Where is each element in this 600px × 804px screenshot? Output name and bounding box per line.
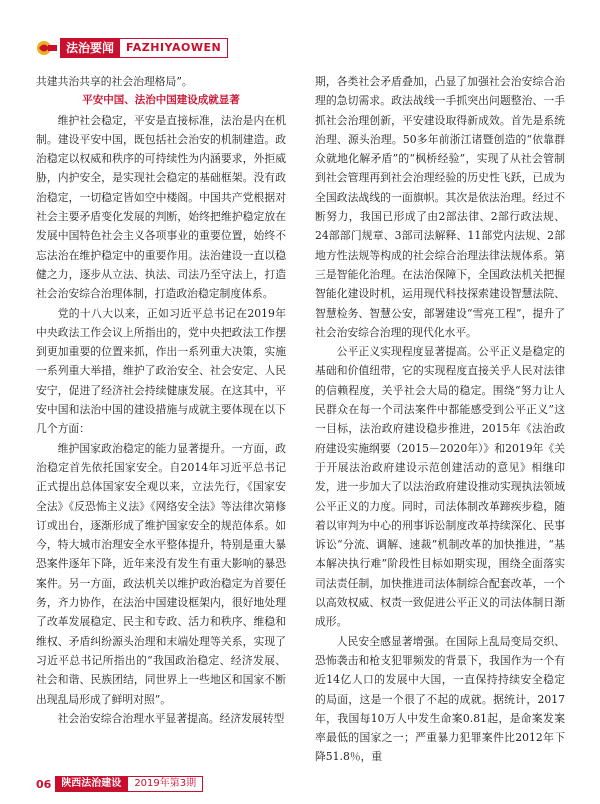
paragraph: 社会治安综合治理水平显著提高。经济发展转型 <box>57 711 285 725</box>
paragraph: 维护社会稳定，平安是直接标准，法治是内在机制。建设平安中国，既包括社会治安的机制建造。政治稳定以权威和秩序的可持续性为内涵要求，外拒威胁，内护安全，是实现社会稳定的基础框架。没有政治稳定，一切稳定皆如空中楼阁。中国共产党根据对社会主要矛盾变化发展的判断，始终把维护稳定放在发展中国特色社会主义各项事业的重要位置，始终不忘法治在维护稳定中的重要作用。法治建设一直以稳健之力，逐步从立法、执法、司法乃至守法上，打造社会治安综合治理体制，打造政治稳定制度体系。 <box>36 113 286 301</box>
magazine-title: 陕西法治建设 <box>55 776 127 792</box>
section-label-english: FAZHIYAOWEN <box>120 38 228 58</box>
right-column <box>315 72 565 767</box>
issue-label: 2019年第3期 <box>127 776 203 792</box>
paragraph: 维护国家政治稳定的能力显著提升。一方面，政治稳定首先依托国家安全。自2014年习近平总书记正式提出总体国家安全观以来，立法先行，《国家安全法》《反恐怖主义法》《网络安全法》等法律次第修订或出台，逐渐形成了维护国家安全的规范体系。如今，特大城市治理安全水平整体提升，特别是重大暴恐案件逐年下降，近年来没有发生有重大影响的暴恐案件。另一方面，政法机关以维护政治稳定为首要任务，齐力协作，在法治中国建设框架内，很好地处理了改革发展稳定、民主和专政、活力和秩序、维稳和维权、矛盾纠纷源头治理和末端处理等关系，实现了习近平总书记所指出的“我国政治稳定、经济发展、社会和谐、民族团结，同世界上一些地区和国家不断出现乱局形成了鲜明对照”。 <box>36 441 286 706</box>
paragraph: 公平正义实现程度显著提高。公平正义是稳定的基础和价值纽带，它的实现程度直接关乎人民对法律的信赖程度，关乎社会大局的稳定。围绕“努力让人民群众在每一个司法案件中都能感受到公平正义”这一目标，法治政府建设稳步推进，2015年《法治政府建设实施纲要（2015－2020年）》和2019年《关于开展法治政府建设示范创建活动的意见》相继印发，进一步加大了以法治政府建设推动实现执法领域公平正义的力度。同时，司法体制改革蹄疾步稳，随着以审判为中心的刑事诉讼制度改革持续深化、民事诉讼“分流、调解、速裁”机制改革的加快推进，“基本解决执行难”阶段性目标如期实现，围绕全面落实司法责任制，加快推进司法体制综合配套改革，一个以高效权威、权责一致促进公平正义的司法体制日渐成形。 <box>315 345 565 629</box>
subheading: 平安中国、法治中国建设成就显著 <box>82 94 240 107</box>
section-header <box>36 38 228 58</box>
section-label: 法治要闻 <box>60 38 120 58</box>
left-column <box>36 72 286 728</box>
page-footer <box>36 776 203 792</box>
paragraph: 期，各类社会矛盾叠加，凸显了加强社会治安综合治理的急切需求。政法战线一手抓突出问题整治、一手抓社会治理创新，平安建设取得新成效。首先是系统治理、源头治理。50多年前浙江诸暨创造的“依靠群众就地化解矛盾”的“枫桥经验”，实现了从社会管制到社会管理再到社会治理经验的历史性飞跃，已成为全国政法战线的一面旗帜。其次是依法治理。经过不断努力，我国已形成了由2部法律、2部行政法规、24部部门规章、3部司法解释、11部党内法规、2部地方性法规等构成的社会综合治理法律法规体系。第三是智能化治理。在法治保障下，全国政法机关把握智能化建设时机，运用现代科技探索建设智慧法院、智慧检务、智慧公安，部署建设“雪亮工程”，提升了社会治安综合治理的现代化水平。 <box>315 75 565 339</box>
paragraph: 人民安全感显著增强。在国际上乱局变局交织、恐怖袭击和枪支犯罪频发的背景下，我国作为一个有近14亿人口的发展中大国，一直保持持续安全稳定的局面，这是一个很了不起的成就。据统计，2017年，我国每10万人中发生命案0.81起，是命案发案率最低的国家之一；严重暴力犯罪案件比2012年下降51.8％，重 <box>315 634 565 764</box>
paragraph: 共建共治共享的社会治理格局”。 <box>36 75 193 88</box>
page-number: 06 <box>36 777 52 791</box>
paragraph: 党的十八大以来，正如习近平总书记在2019年中央政法工作会议上所指出的，党中央把政法工作摆到更加重要的位置来抓，作出一系列重大决策，实施一系列重大举措，维护了政治安全、社会安定、人民安宁，促进了经济社会持续健康发展。在这其中，平安中国和法治中国的建设措施与成就主要体现在以下几个方面： <box>36 306 286 436</box>
scales-of-justice-logo-icon <box>36 39 58 57</box>
